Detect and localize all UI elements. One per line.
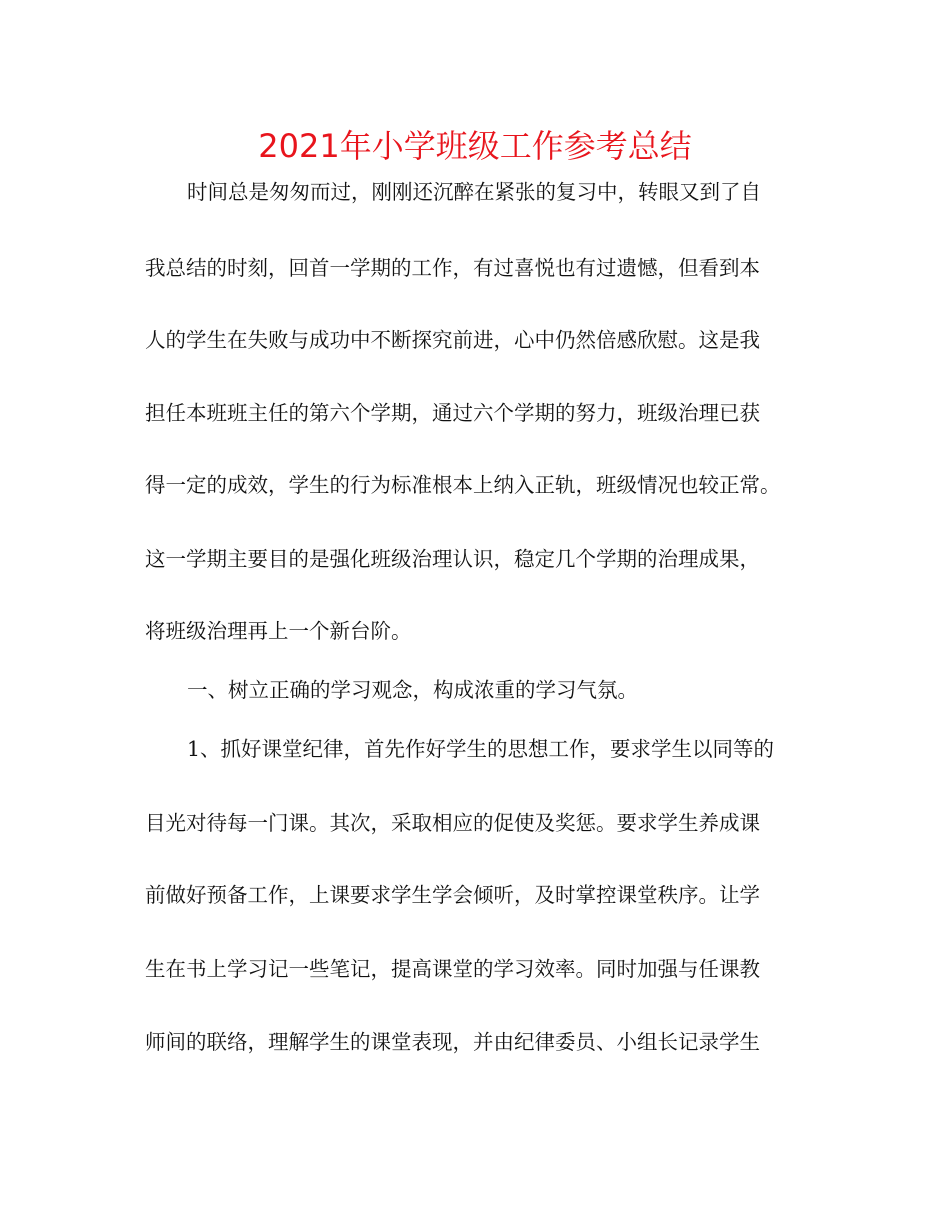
- paragraph-line: 1、抓好课堂纪律，首先作好学生的思想工作，要求学生以同等的: [187, 737, 775, 761]
- paragraph-line: 得一定的成效，学生的行为标准根本上纳入正轨，班级情况也较正常。: [145, 473, 781, 497]
- paragraph-line: 时间总是匆匆而过，刚刚还沉醉在紧张的复习中，转眼又到了自: [187, 180, 761, 204]
- paragraph-line: 将班级治理再上一个新台阶。: [145, 619, 412, 643]
- document-title: 2021年小学班级工作参考总结: [258, 127, 692, 165]
- section-heading: 一、树立正确的学习观念，构成浓重的学习气氛。: [187, 678, 638, 702]
- paragraph-line: 我总结的时刻，回首一学期的工作，有过喜悦也有过遗憾，但看到本: [145, 256, 760, 280]
- paragraph-line: 人的学生在失败与成功中不断探究前进，心中仍然倍感欣慰。这是我: [145, 328, 760, 352]
- paragraph-line: 这一学期主要目的是强化班级治理认识，稳定几个学期的治理成果，: [145, 547, 760, 571]
- paragraph-line: 目光对待每一门课。其次，采取相应的促使及奖惩。要求学生养成课: [145, 811, 760, 835]
- paragraph-line: 生在书上学习记一些笔记，提高课堂的学习效率。同时加强与任课教: [145, 957, 760, 981]
- paragraph-line: 担任本班班主任的第六个学期，通过六个学期的努力，班级治理已获: [145, 401, 760, 425]
- paragraph-line: 前做好预备工作，上课要求学生学会倾听，及时掌控课堂秩序。让学: [145, 883, 760, 907]
- paragraph-line: 师间的联络，理解学生的课堂表现，并由纪律委员、小组长记录学生: [145, 1030, 760, 1054]
